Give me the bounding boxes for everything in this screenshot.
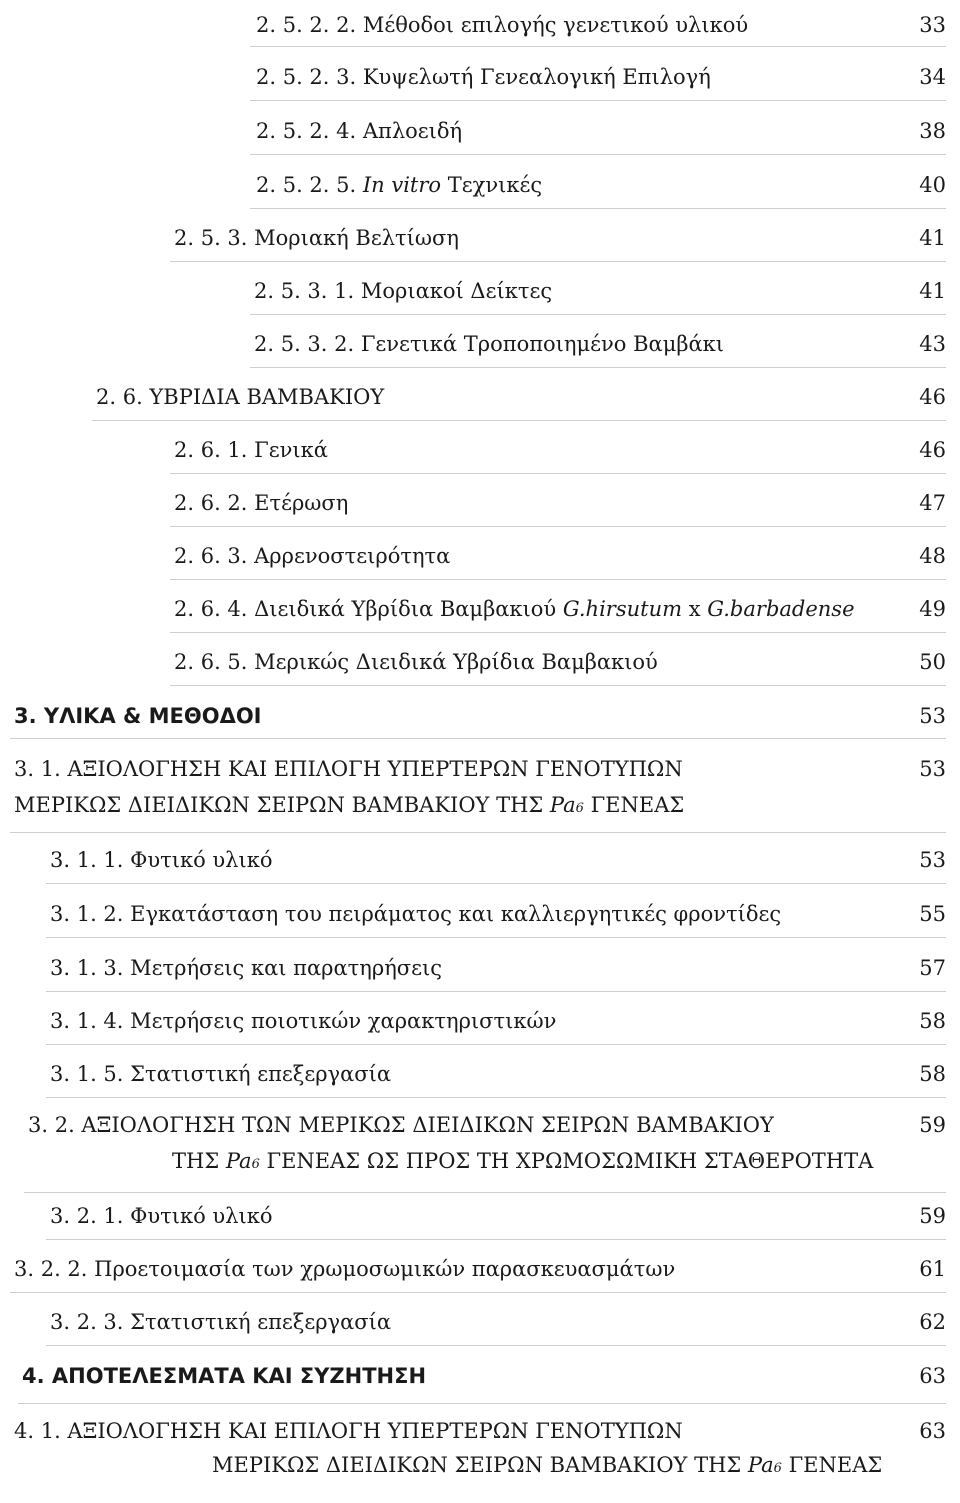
toc-entry-page: 58	[919, 1009, 946, 1033]
toc-entry	[250, 327, 946, 368]
toc-entry	[46, 1199, 946, 1240]
toc-entry	[170, 592, 946, 633]
toc-entry-title-prefix: ΜΕΡΙΚΩΣ ΔΙΕΙΔΙΚΩΝ ΣΕΙΡΩΝ ΒΑΜΒΑΚΙΟΥ ΤΗΣ	[14, 793, 550, 817]
toc-entry-title-line-1: 4. 1. ΑΞΙΟΛΟΓΗΣΗ ΚΑΙ ΕΠΙΛΟΓΗ ΥΠΕΡΤΕΡΩΝ ΓΕΝΟΤΥΠΩΝ	[14, 1419, 683, 1443]
toc-entry	[170, 221, 946, 262]
toc-entry-page: 61	[919, 1257, 946, 1281]
toc-entry-title: 2. 6. 2. Ετέρωση	[174, 491, 349, 515]
toc-entry	[10, 752, 946, 833]
toc-entry-title: 2. 6. 5. Μερικώς Διειδικά Υβρίδια Βαμβακιού	[174, 650, 658, 674]
toc-entry	[46, 1057, 946, 1098]
toc-entry-title-italic: In vitro	[362, 173, 442, 197]
toc-entry-title: 2. 5. 2. 3. Κυψελωτή Γενεαλογική Επιλογή	[256, 65, 711, 89]
toc-entry-title: 2. 5. 3. 1. Μοριακοί Δείκτες	[254, 279, 553, 303]
toc-entry	[10, 1252, 946, 1293]
toc-entry-title	[174, 594, 855, 624]
toc-entry-title-line-2	[14, 790, 684, 824]
toc-entry-chapter	[10, 698, 946, 739]
toc-entry-title-suffix: ΓΕΝΕΑΣ ΩΣ ΠΡΟΣ ΤΗ ΧΡΩΜΟΣΩΜΙΚΗ ΣΤΑΘΕΡΟΤΗΤΑ	[259, 1149, 874, 1173]
toc-entry-title-italic: G.hirsutum	[562, 597, 683, 621]
toc-entry-page: 59	[919, 1204, 946, 1228]
toc-entry-title: 3. 1. 2. Εγκατάσταση του πειράματος και καλλιεργητικές φροντίδες	[50, 902, 782, 926]
toc-entry-title-prefix: ΤΗΣ	[172, 1149, 226, 1173]
toc-entry-page: 41	[919, 226, 946, 250]
toc-entry-page: 63	[919, 1419, 946, 1443]
toc-entry-title: 3. 2. 2. Προετοιμασία των χρωμοσωμικών παρασκευασμάτων	[14, 1257, 676, 1281]
toc-entry-title: 3. 2. 3. Στατιστική επεξεργασία	[50, 1310, 392, 1334]
toc-entry-title-suffix: ΓΕΝΕΑΣ	[781, 1453, 883, 1477]
toc-entry-title: 3. 1. 5. Στατιστική επεξεργασία	[50, 1062, 392, 1086]
toc-entry	[24, 1110, 946, 1193]
toc-entry-page: 59	[919, 1113, 946, 1137]
toc-entry-page: 46	[919, 438, 946, 462]
toc-entry-page: 48	[919, 544, 946, 568]
toc-entry-title-italic: Pa	[747, 1453, 774, 1477]
toc-entry-title: 2. 5. 2. 4. Απλοειδή	[256, 119, 463, 143]
toc-entry	[250, 60, 946, 101]
toc-entry-title: 3. 1. 1. Φυτικό υλικό	[50, 848, 273, 872]
toc-entry	[250, 168, 946, 209]
toc-entry-page: 49	[919, 597, 946, 621]
toc-entry-page: 46	[919, 385, 946, 409]
toc-entry	[10, 1414, 946, 1494]
toc-entry-title-subscript: 6	[251, 1157, 260, 1172]
toc-entry-page: 43	[919, 332, 946, 356]
toc-entry-title-subscript: 6	[575, 801, 584, 816]
toc-entry	[170, 486, 946, 527]
toc-entry-title: 2. 5. 3. 2. Γενετικά Τροποποιημένο Βαμβάκι	[254, 332, 725, 356]
toc-entry	[250, 274, 946, 315]
toc-entry	[46, 897, 946, 938]
toc-entry-page: 63	[919, 1364, 946, 1388]
toc-entry-page: 53	[919, 848, 946, 872]
toc-entry-title: 2. 5. 3. Μοριακή Βελτίωση	[174, 226, 459, 250]
toc-entry	[92, 380, 946, 421]
toc-entry-title-line-2	[172, 1146, 873, 1180]
toc-entry-page: 53	[919, 757, 946, 781]
toc-entry-title-suffix: Τεχνικές	[441, 173, 543, 197]
toc-entry-title: 3. 1. 3. Μετρήσεις και παρατηρήσεις	[50, 956, 443, 980]
toc-entry-title-italic: Pa	[549, 793, 576, 817]
toc-entry-title: 4. ΑΠΟΤΕΛΕΣΜΑΤΑ ΚΑΙ ΣΥΖΗΤΗΣΗ	[22, 1364, 427, 1388]
toc-entry-title-suffix: ΓΕΝΕΑΣ	[583, 793, 685, 817]
toc-entry-title: 2. 6. 3. Αρρενοστειρότητα	[174, 544, 451, 568]
toc-entry-page: 58	[919, 1062, 946, 1086]
toc-entry-title-prefix: 2. 6. 4. Διειδικά Υβρίδια Βαμβακιού	[174, 597, 563, 621]
toc-entry-title: 2. 5. 2. 2. Μέθοδοι επιλογής γενετικού υλικού	[256, 13, 749, 37]
toc-entry-title-mid: x	[682, 597, 708, 621]
toc-entry-title-prefix: 2. 5. 2. 5.	[256, 173, 363, 197]
toc-entry	[46, 1305, 946, 1346]
toc-entry-page: 41	[919, 279, 946, 303]
toc-entry-page: 47	[919, 491, 946, 515]
toc-entry-page: 57	[919, 956, 946, 980]
toc-entry-page: 34	[919, 65, 946, 89]
toc-entry-title: 3. 2. 1. Φυτικό υλικό	[50, 1204, 273, 1228]
toc-entry-page: 38	[919, 119, 946, 143]
toc-entry-title-subscript: 6	[773, 1461, 782, 1476]
toc-entry-title-italic: Pa	[225, 1149, 252, 1173]
toc-entry	[46, 951, 946, 992]
toc-entry-title-line-1: 3. 2. ΑΞΙΟΛΟΓΗΣΗ ΤΩΝ ΜΕΡΙΚΩΣ ΔΙΕΙΔΙΚΩΝ ΣΕΙΡΩΝ ΒΑΜΒΑΚΙΟΥ	[28, 1113, 774, 1137]
toc-entry-title: 3. 1. 4. Μετρήσεις ποιοτικών χαρακτηριστικών	[50, 1009, 557, 1033]
toc-entry-title-prefix: ΜΕΡΙΚΩΣ ΔΙΕΙΔΙΚΩΝ ΣΕΙΡΩΝ ΒΑΜΒΑΚΙΟΥ ΤΗΣ	[212, 1453, 748, 1477]
toc-entry-title-line-2	[212, 1450, 882, 1484]
toc-entry	[170, 433, 946, 474]
toc-entry	[46, 843, 946, 884]
toc-entry	[170, 539, 946, 580]
toc-entry-page: 50	[919, 650, 946, 674]
toc-entry-page: 33	[919, 13, 946, 37]
toc-entry	[250, 114, 946, 155]
toc-entry	[250, 6, 946, 47]
toc-entry-page: 53	[919, 704, 946, 728]
toc-entry-page: 40	[919, 173, 946, 197]
toc-entry-title: 2. 6. ΥΒΡΙΔΙΑ ΒΑΜΒΑΚΙΟΥ	[96, 385, 385, 409]
toc-entry-title: 2. 6. 1. Γενικά	[174, 438, 328, 462]
toc-entry-title	[256, 170, 542, 200]
toc-entry-title-line-1: 3. 1. ΑΞΙΟΛΟΓΗΣΗ ΚΑΙ ΕΠΙΛΟΓΗ ΥΠΕΡΤΕΡΩΝ ΓΕΝΟΤΥΠΩΝ	[14, 757, 683, 781]
toc-entry-chapter	[18, 1359, 946, 1404]
toc-entry-page: 62	[919, 1310, 946, 1334]
toc-entry-title: 3. ΥΛΙΚΑ & ΜΕΘΟΔΟΙ	[14, 704, 262, 728]
toc-entry	[46, 1004, 946, 1045]
toc-entry-page: 55	[919, 902, 946, 926]
toc-entry	[170, 645, 946, 686]
toc-entry-title-italic-2: G.barbadense	[707, 597, 855, 621]
